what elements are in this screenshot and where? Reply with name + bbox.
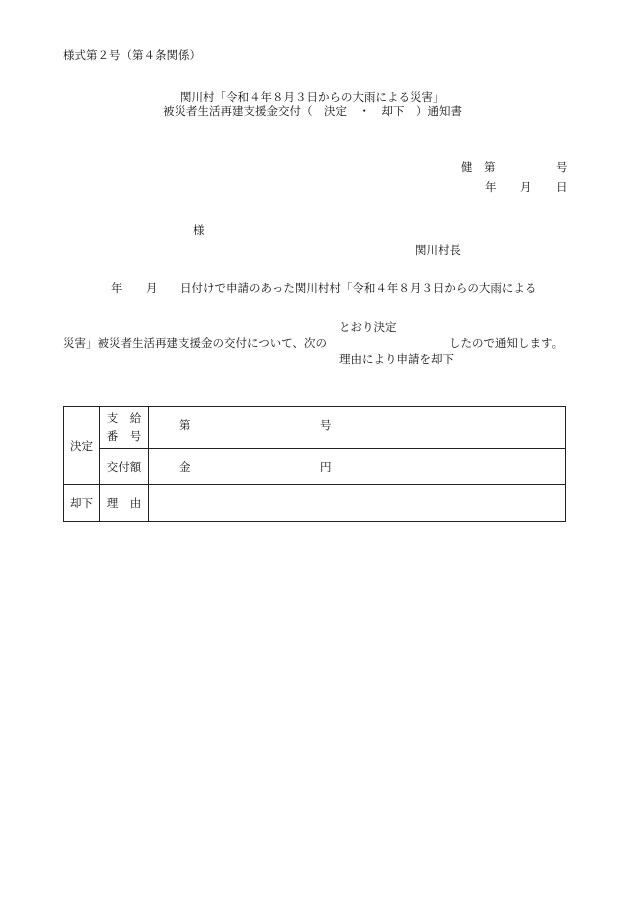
sender-name: 関川村長 bbox=[415, 243, 461, 257]
doc-number-suffix: 号 bbox=[556, 160, 568, 174]
rejection-label: 却下 bbox=[64, 485, 100, 522]
body-line1-month: 月 bbox=[146, 281, 158, 295]
doc-number-prefix: 健 第 bbox=[461, 160, 496, 174]
reason-cell[interactable] bbox=[149, 485, 566, 522]
payment-number-suffix: 号 bbox=[320, 417, 332, 432]
title-line-2: 被災者生活再建支援金交付（ 決定 ・ 却下 ）通知書 bbox=[163, 104, 462, 118]
amount-suffix: 円 bbox=[320, 459, 332, 474]
form-number: 様式第２号（第４条関係） bbox=[63, 48, 201, 62]
doc-date-month: 月 bbox=[520, 180, 532, 194]
table-row-rejection bbox=[64, 485, 566, 522]
addressee-suffix: 様 bbox=[193, 223, 205, 237]
option-rejection: 理由により申請を却下 bbox=[339, 352, 454, 366]
doc-date-day: 日 bbox=[556, 180, 568, 194]
option-decision: とおり決定 bbox=[339, 320, 397, 334]
table-row-payment-number bbox=[64, 407, 566, 449]
body-line2-left: 災害」被災者生活再建支援金の交付について、次の bbox=[63, 336, 328, 350]
body-line1-year: 年 bbox=[111, 281, 123, 295]
table-row-amount bbox=[64, 449, 566, 485]
amount-label: 交付額 bbox=[100, 449, 149, 485]
body-line2-right: したので通知します。 bbox=[449, 336, 564, 350]
title-line-1: 関川村「令和４年８月３日からの大雨による災害」 bbox=[180, 90, 445, 104]
doc-date-year: 年 bbox=[485, 180, 497, 194]
amount-prefix: 金 bbox=[179, 459, 191, 474]
reason-label: 理 由 bbox=[100, 485, 149, 522]
decision-label: 決定 bbox=[64, 407, 100, 485]
body-line1-text: 日付けで申請のあった関川村村「令和４年８月３日からの大雨による bbox=[180, 281, 537, 295]
payment-number-label-bottom: 番 号 bbox=[106, 428, 142, 443]
amount-cell[interactable] bbox=[149, 449, 566, 485]
payment-number-label bbox=[100, 407, 149, 449]
notice-table bbox=[63, 406, 566, 522]
payment-number-cell[interactable] bbox=[149, 407, 566, 449]
payment-number-prefix: 第 bbox=[179, 417, 191, 432]
payment-number-label-top: 支 給 bbox=[106, 410, 142, 425]
